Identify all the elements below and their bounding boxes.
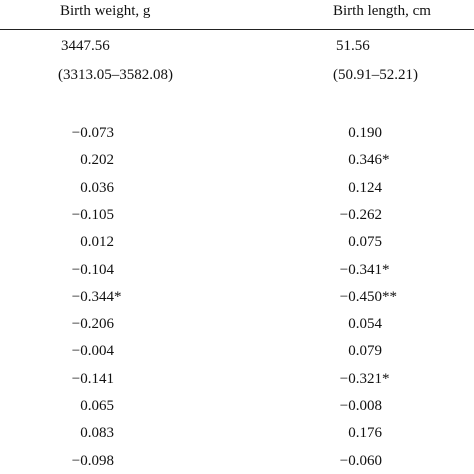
length-value: −0.450 — [339, 289, 382, 305]
table-row-weight-cell — [40, 452, 124, 470]
weight-value: −0.141 — [71, 371, 114, 387]
length-value: 0.054 — [348, 316, 382, 332]
table-row-weight-cell — [40, 124, 124, 142]
weight-value: −0.004 — [71, 343, 114, 359]
table-row-length-cell — [316, 315, 398, 333]
table-row-weight-cell — [40, 179, 124, 197]
table-row-weight-cell — [40, 342, 124, 360]
table-row-length-cell — [316, 206, 398, 224]
length-significance-mark: * — [382, 262, 390, 278]
length-value: −0.060 — [339, 453, 382, 469]
table-row-weight-cell — [40, 397, 124, 415]
table-row-length-cell — [316, 124, 398, 142]
table-row-length-cell — [316, 151, 398, 169]
table-row-length-cell — [316, 397, 398, 415]
table-row-weight-cell — [40, 206, 124, 224]
ci-birth-length: (50.91–52.21) — [333, 67, 418, 83]
birth-weight-header: Birth weight, g — [60, 3, 151, 19]
weight-value: −0.104 — [71, 262, 114, 278]
table-row-weight-cell — [40, 370, 124, 388]
length-value: 0.124 — [348, 180, 382, 196]
weight-value: 0.012 — [80, 234, 114, 250]
weight-value: −0.073 — [71, 125, 114, 141]
table-row-weight-cell — [40, 424, 124, 442]
table-row-weight-cell — [40, 233, 124, 251]
weight-value: 0.202 — [80, 152, 114, 168]
length-value: 0.176 — [348, 425, 382, 441]
table-row-weight-cell — [40, 151, 124, 169]
table-row-length-cell — [316, 452, 398, 470]
ci-birth-weight: (3313.05–3582.08) — [58, 67, 173, 83]
mean-birth-weight: 3447.56 — [61, 38, 110, 54]
weight-value: 0.036 — [80, 180, 114, 196]
length-significance-mark: * — [382, 152, 390, 168]
table-row-length-cell — [316, 261, 398, 279]
table-row-length-cell — [316, 233, 398, 251]
weight-value: −0.206 — [71, 316, 114, 332]
length-value: 0.079 — [348, 343, 382, 359]
length-value: 0.346 — [348, 152, 382, 168]
table-row-weight-cell — [40, 315, 124, 333]
length-value: 0.075 — [348, 234, 382, 250]
length-value: −0.008 — [339, 398, 382, 414]
table-row-length-cell — [316, 288, 398, 306]
table-row-length-cell — [316, 342, 398, 360]
table-row-length-cell — [316, 370, 398, 388]
table-header-row — [0, 0, 474, 30]
table-row-weight-cell — [40, 261, 124, 279]
birth-length-header: Birth length, cm — [333, 3, 431, 19]
weight-value: −0.105 — [71, 207, 114, 223]
table-row-length-cell — [316, 424, 398, 442]
weight-value: −0.098 — [71, 453, 114, 469]
table-row-weight-cell — [40, 288, 124, 306]
length-value: 0.190 — [348, 125, 382, 141]
weight-significance-mark: * — [114, 289, 122, 305]
length-value: −0.341 — [339, 262, 382, 278]
length-significance-mark: ** — [382, 289, 397, 305]
header-rule — [0, 29, 474, 30]
mean-birth-length: 51.56 — [336, 38, 370, 54]
length-value: −0.321 — [339, 371, 382, 387]
length-value: −0.262 — [339, 207, 382, 223]
length-significance-mark: * — [382, 371, 390, 387]
weight-value: −0.344 — [71, 289, 114, 305]
table-row-length-cell — [316, 179, 398, 197]
weight-value: 0.065 — [80, 398, 114, 414]
weight-value: 0.083 — [80, 425, 114, 441]
